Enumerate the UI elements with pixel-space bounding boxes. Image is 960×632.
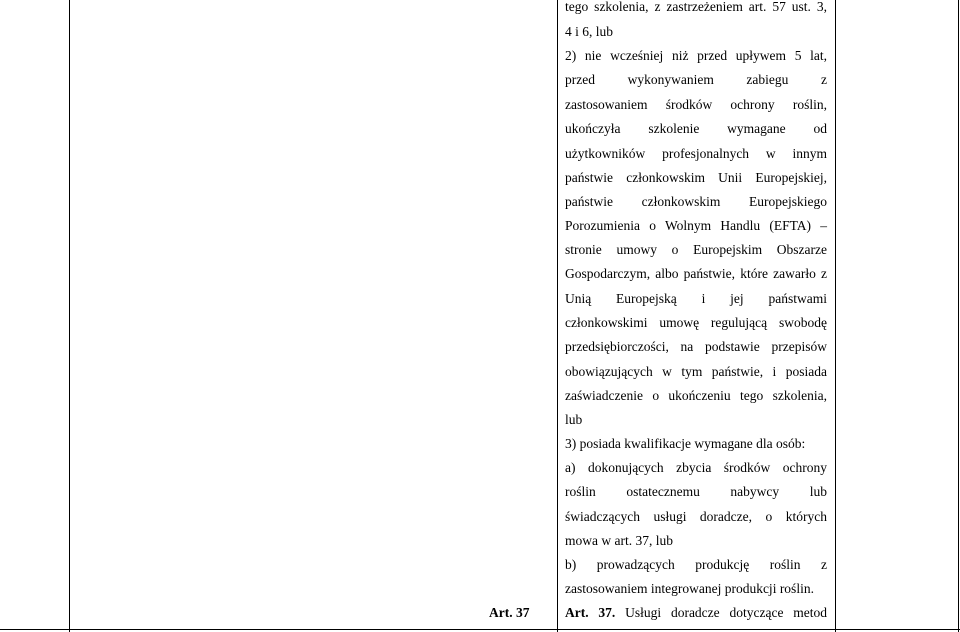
text-line: 4 i 6, lub [565, 24, 614, 39]
text-line: obowiązujących w tym państwie, i posiada [565, 364, 827, 379]
text-line: członkowskimi umowę regulującą swobodę [565, 315, 827, 330]
column-border [835, 0, 836, 632]
text-line: państwie członkowskim Europejskiego [565, 194, 827, 209]
text-line: 2) nie wcześniej niż przed upływem 5 lat, [565, 48, 827, 63]
text-line: a) dokonujących zbycia środków ochrony [565, 460, 827, 475]
text-line: świadczących usługi doradcze, o których [565, 509, 827, 524]
column-border [557, 0, 558, 632]
article-text: Usługi doradcze dotyczące metod [615, 605, 827, 620]
text-line: mowa w art. 37, lub [565, 533, 673, 548]
article-heading-line [565, 605, 827, 621]
column-border [958, 0, 959, 632]
column-border [69, 0, 70, 632]
text-line: b) prowadzących produkcję roślin z [565, 557, 827, 572]
text-line: przedsiębiorczości, na podstawie przepisów [565, 339, 827, 354]
text-line: przed wykonywaniem zabiegu z [565, 72, 827, 87]
text-line: Gospodarczym, albo państwie, które zawarło z [565, 266, 827, 281]
text-line: roślin ostatecznemu nabywcy lub [565, 484, 827, 499]
article-number: Art. 37. [565, 605, 616, 620]
text-line: zastosowaniem integrowanej produkcji roślin. [565, 581, 814, 596]
text-line: tego szkolenia, z zastrzeżeniem art. 57 ust. 3, [565, 0, 827, 14]
text-line: Unią Europejską i jej państwami [565, 291, 827, 306]
text-line: lub [565, 412, 583, 427]
text-line: ukończyła szkolenie wymagane od [565, 121, 827, 136]
row-border [0, 629, 960, 630]
text-line: państwie członkowskim Unii Europejskiej, [565, 170, 827, 185]
text-line: zastosowaniem środków ochrony roślin, [565, 97, 827, 112]
text-line: zaświadczenie o ukończeniu tego szkolenia, [565, 388, 827, 403]
text-line: użytkowników profesjonalnych w innym [565, 146, 827, 161]
article-label: Art. 37 [489, 605, 530, 620]
text-line: Porozumienia o Wolnym Handlu (EFTA) – [565, 218, 827, 233]
text-line: 3) posiada kwalifikacje wymagane dla osób: [565, 436, 806, 451]
text-line: stronie umowy o Europejskim Obszarze [565, 242, 827, 257]
